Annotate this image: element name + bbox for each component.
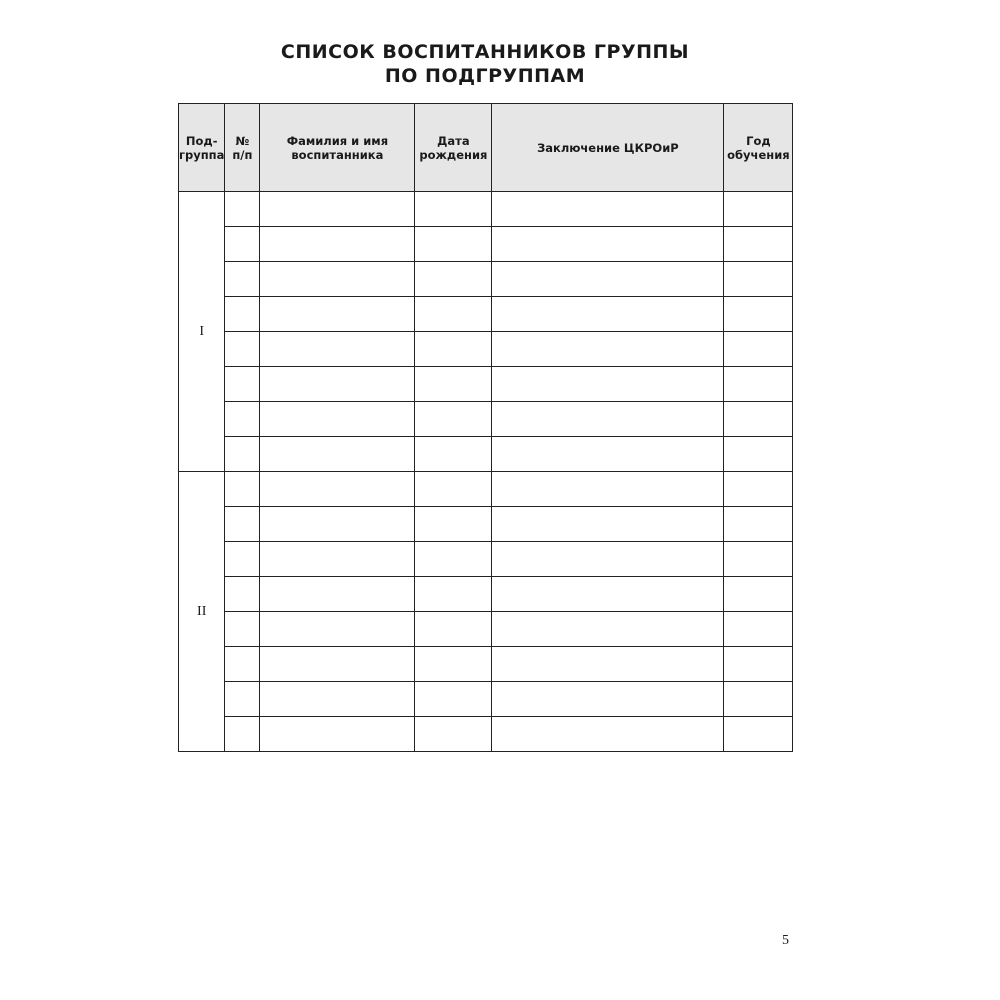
student-name-cell[interactable]	[260, 612, 415, 647]
header-year-line2: обучения	[727, 147, 790, 162]
table-row	[179, 612, 793, 647]
header-subgroup	[179, 104, 225, 192]
header-number-line1: №	[235, 133, 250, 148]
conclusion-cell[interactable]	[492, 227, 724, 262]
student-name-cell[interactable]	[260, 192, 415, 227]
birth-date-cell[interactable]	[415, 437, 492, 472]
study-year-cell[interactable]	[724, 262, 793, 297]
header-study-year	[724, 104, 793, 192]
table-row	[179, 717, 793, 752]
number-cell[interactable]	[225, 682, 260, 717]
study-year-cell[interactable]	[724, 297, 793, 332]
student-name-cell[interactable]	[260, 682, 415, 717]
birth-date-cell[interactable]	[415, 577, 492, 612]
study-year-cell[interactable]	[724, 472, 793, 507]
study-year-cell[interactable]	[724, 367, 793, 402]
table-row	[179, 332, 793, 367]
number-cell[interactable]	[225, 647, 260, 682]
study-year-cell[interactable]	[724, 612, 793, 647]
header-student-name	[260, 104, 415, 192]
number-cell[interactable]	[225, 227, 260, 262]
title-line-1: СПИСОК ВОСПИТАННИКОВ ГРУППЫ	[280, 41, 690, 63]
table-row	[179, 437, 793, 472]
header-birth-line2: рождения	[419, 147, 488, 162]
birth-date-cell[interactable]	[415, 297, 492, 332]
table-row	[179, 227, 793, 262]
conclusion-cell[interactable]	[492, 262, 724, 297]
table-row	[179, 367, 793, 402]
page-title	[0, 40, 970, 88]
number-cell[interactable]	[225, 472, 260, 507]
number-cell[interactable]	[225, 612, 260, 647]
student-name-cell[interactable]	[260, 717, 415, 752]
table-row	[179, 192, 793, 227]
student-name-cell[interactable]	[260, 332, 415, 367]
subgroup-label-cell: I	[179, 192, 225, 472]
study-year-cell[interactable]	[724, 402, 793, 437]
student-name-cell[interactable]	[260, 542, 415, 577]
table-header-row	[179, 104, 793, 192]
header-conclusion	[492, 104, 724, 192]
birth-date-cell[interactable]	[415, 717, 492, 752]
student-name-cell[interactable]	[260, 297, 415, 332]
table-row	[179, 507, 793, 542]
number-cell[interactable]	[225, 542, 260, 577]
header-subgroup-line1: Под-	[185, 133, 218, 148]
page-number: 5	[782, 933, 789, 948]
table-row	[179, 402, 793, 437]
conclusion-cell[interactable]	[492, 472, 724, 507]
student-name-cell[interactable]	[260, 227, 415, 262]
conclusion-cell[interactable]	[492, 332, 724, 367]
table-row	[179, 542, 793, 577]
header-name-line2: воспитанника	[291, 147, 384, 162]
study-year-cell[interactable]	[724, 577, 793, 612]
study-year-cell[interactable]	[724, 682, 793, 717]
header-birth-line1: Дата	[437, 133, 470, 148]
number-cell[interactable]	[225, 577, 260, 612]
number-cell[interactable]	[225, 717, 260, 752]
number-cell[interactable]	[225, 192, 260, 227]
study-year-cell[interactable]	[724, 647, 793, 682]
number-cell[interactable]	[225, 262, 260, 297]
table-row	[179, 682, 793, 717]
study-year-cell[interactable]	[724, 227, 793, 262]
study-year-cell[interactable]	[724, 192, 793, 227]
student-name-cell[interactable]	[260, 472, 415, 507]
birth-date-cell[interactable]	[415, 542, 492, 577]
number-cell[interactable]	[225, 367, 260, 402]
conclusion-cell[interactable]	[492, 367, 724, 402]
table-row	[179, 262, 793, 297]
conclusion-cell[interactable]	[492, 577, 724, 612]
header-number	[225, 104, 260, 192]
study-year-cell[interactable]	[724, 507, 793, 542]
birth-date-cell[interactable]	[415, 682, 492, 717]
subgroup-label-cell: II	[179, 472, 225, 752]
birth-date-cell[interactable]	[415, 262, 492, 297]
table-row	[179, 297, 793, 332]
header-subgroup-line2: группа	[179, 147, 225, 162]
study-year-cell[interactable]	[724, 717, 793, 752]
student-name-cell[interactable]	[260, 507, 415, 542]
student-name-cell[interactable]	[260, 437, 415, 472]
birth-date-cell[interactable]	[415, 192, 492, 227]
header-name-line1: Фамилия и имя	[286, 133, 389, 148]
birth-date-cell[interactable]	[415, 647, 492, 682]
birth-date-cell[interactable]	[415, 507, 492, 542]
conclusion-cell[interactable]	[492, 192, 724, 227]
conclusion-cell[interactable]	[492, 507, 724, 542]
student-name-cell[interactable]	[260, 367, 415, 402]
conclusion-cell[interactable]	[492, 542, 724, 577]
birth-date-cell[interactable]	[415, 227, 492, 262]
study-year-cell[interactable]	[724, 332, 793, 367]
conclusion-cell[interactable]	[492, 612, 724, 647]
table-row	[179, 577, 793, 612]
header-conclusion-label: Заключение ЦКРОиР	[537, 140, 679, 155]
study-year-cell[interactable]	[724, 437, 793, 472]
header-year-line1: Год	[746, 133, 771, 148]
number-cell[interactable]	[225, 332, 260, 367]
header-birth-date	[415, 104, 492, 192]
number-cell[interactable]	[225, 402, 260, 437]
subgroup-roster-table	[178, 103, 793, 752]
conclusion-cell[interactable]	[492, 717, 724, 752]
birth-date-cell[interactable]	[415, 472, 492, 507]
birth-date-cell[interactable]	[415, 332, 492, 367]
conclusion-cell[interactable]	[492, 682, 724, 717]
conclusion-cell[interactable]	[492, 402, 724, 437]
header-number-line2: п/п	[232, 147, 253, 162]
number-cell[interactable]	[225, 507, 260, 542]
student-name-cell[interactable]	[260, 402, 415, 437]
conclusion-cell[interactable]	[492, 297, 724, 332]
table-body	[179, 192, 793, 752]
conclusion-cell[interactable]	[492, 437, 724, 472]
table-row	[179, 647, 793, 682]
birth-date-cell[interactable]	[415, 612, 492, 647]
title-line-2: ПО ПОДГРУППАМ	[384, 65, 586, 87]
table-row	[179, 472, 793, 507]
number-cell[interactable]	[225, 297, 260, 332]
student-name-cell[interactable]	[260, 262, 415, 297]
birth-date-cell[interactable]	[415, 367, 492, 402]
student-name-cell[interactable]	[260, 647, 415, 682]
number-cell[interactable]	[225, 437, 260, 472]
birth-date-cell[interactable]	[415, 402, 492, 437]
conclusion-cell[interactable]	[492, 647, 724, 682]
study-year-cell[interactable]	[724, 542, 793, 577]
student-name-cell[interactable]	[260, 577, 415, 612]
